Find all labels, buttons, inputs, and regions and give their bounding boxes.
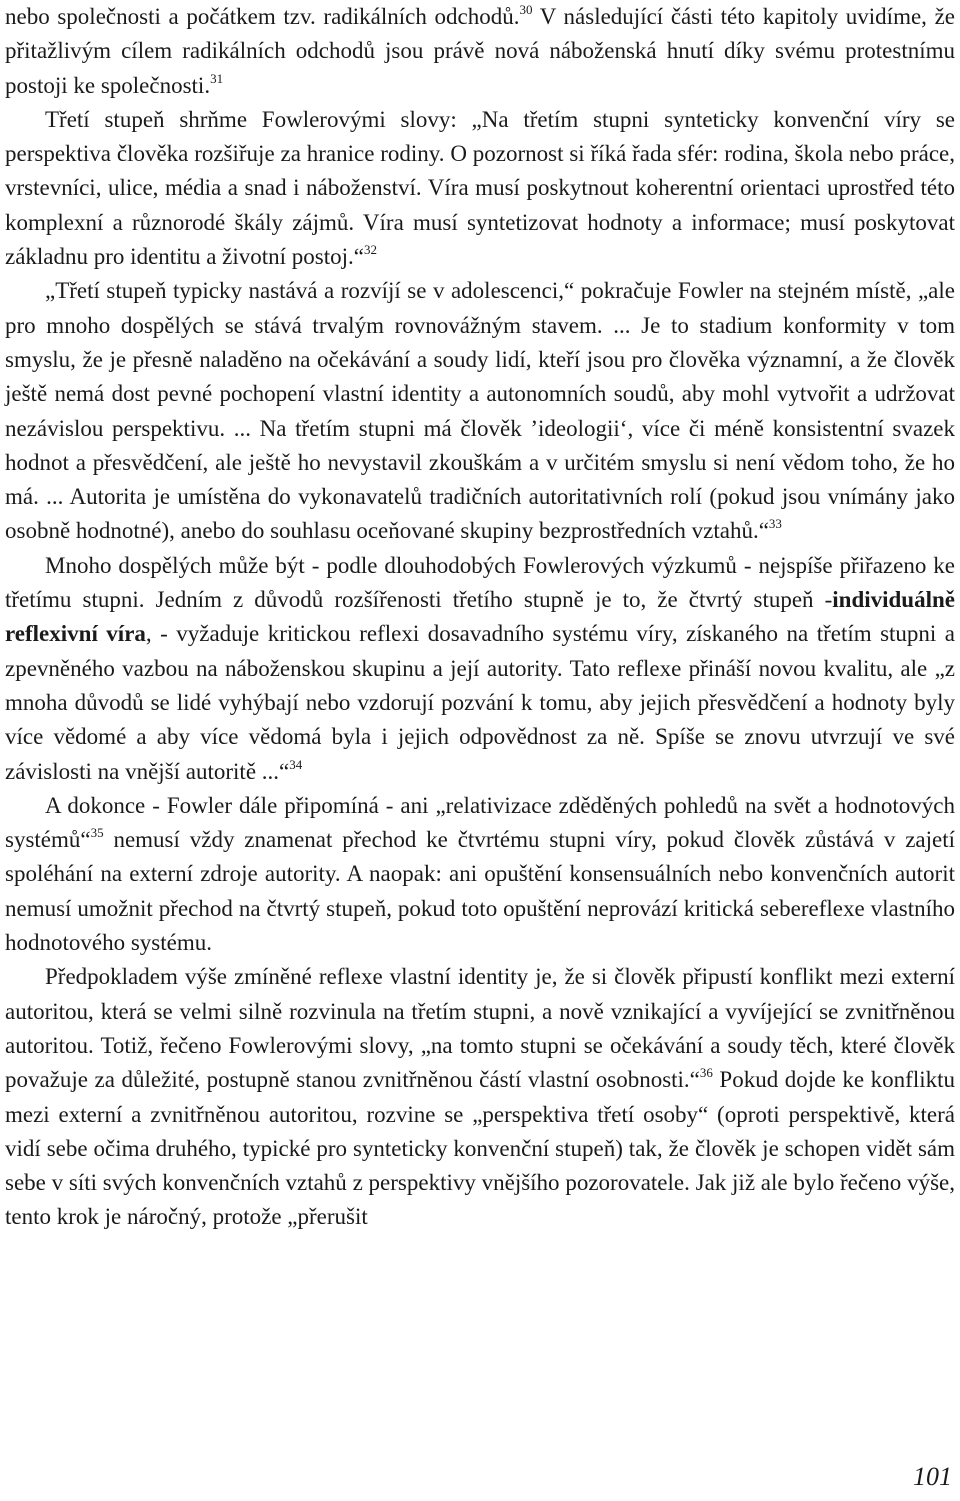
paragraph-text: , - vyžaduje kritickou reflexi dosavadního systému víry, získaného na třetím stupni a zpevněného vazbou na náboženskou skupinu a její autority. Tato reflexe přináší novou kvalitu, ale „z mnoha důvodů se lidé vyhýbají nebo vzdorují pozvání k tomu, aby jejich přesvědčení a hodnoty byly více vědomé a aby více vědomá byla i jejich odpovědnost za ně. Spíše se znovu utvrzují ve své závislosti na vnější autoritě ...“ bbox=[5, 621, 955, 784]
paragraph-text: nemusí vždy znamenat přechod ke čtvrtému stupni víry, pokud člověk zůstává v zajetí spoléhání na externí zdroje autority. A naopak: ani opuštění konsensuálních nebo konvenčních autorit nemusí umožnit přechod na čtvrtý stupeň, pokud toto opuštění neprovází kritická sebereflexe vlastního hodnotového systému. bbox=[5, 827, 955, 956]
paragraph-text: A dokonce - Fowler dále připomíná - ani „relativizace zděděných pohledů na svět a hodnotových systémů“ bbox=[5, 792, 955, 853]
footnote-ref: 34 bbox=[289, 756, 303, 772]
paragraph-text: „Třetí stupeň typicky nastává a rozvíjí se v adolescenci,“ pokračuje Fowler na stejném místě, „ale pro mnoho dospělých se stává trvalým rovnovážným stavem. ... Je to stadium konformity v tom smyslu, že je přesně naladěno na očekávání a soudy lidí, kteří jsou pro člověka významní, a že člověk ještě nemá dost pevné pochopení vlastní identity a autonomních soudů, aby mohl vytvořit a udržovat nezávislou perspektivu. ... Na třetím stupni má člověk ’ideologii‘, více či méně konsistentní svazek hodnot a přesvědčení, ale ještě ho nevystavil zkouškám a v určitém smyslu si není vědom toho, že ho má. ... Autorita je umístěna do vykonavatelů tradičních autoritativních rolí (pokud jsou vnímány jako osobně hodnotné), anebo do souhlasu oceňované skupiny bezprostředních vztahů.“ bbox=[5, 278, 955, 544]
emphasized-term: individuálně reflexivní víra bbox=[5, 587, 955, 647]
page-number: 101 bbox=[913, 1462, 952, 1491]
paragraph-text: Pokud dojde ke konfliktu mezi externí a zvnitřněnou autoritou, rozvine se „perspektiva třetí osoby“ (oproti perspektivě, která vidí sebe očima druhého, typické pro synteticky konvenční stupeň) tak, že člověk je schopen vidět sám sebe v síti svých konvenčních vztahů z perspektivy vnějšího pozorovatele. Jak již ale bylo řečeno výše, tento krok je náročný, protože „přerušit bbox=[5, 1067, 955, 1230]
footnote-ref: 30 bbox=[519, 2, 533, 17]
footnote-ref: 32 bbox=[363, 242, 377, 258]
paragraph-text: Mnoho dospělých může být - podle dlouhodobých Fowlerových výzkumů - nejspíše přiřazeno ke třetímu stupni. Jedním z důvodů rozšířenosti třetího stupně je to, že čtvrtý stupeň - bbox=[5, 552, 955, 613]
paragraph bbox=[5, 0, 955, 103]
paragraph-text: nebo společnosti a počátkem tzv. radikálních odchodů. bbox=[5, 4, 520, 29]
footnote-ref: 36 bbox=[699, 1065, 713, 1081]
paragraph-text: Předpokladem výše zmíněné reflexe vlastní identity je, že si člověk připustí konflikt mezi externí autoritou, která se velmi silně rozvinula na třetím stupni, a nově vznikající a vyvíjející se zvnitřněnou autoritou. Totiž, řečeno Fowlerovými slovy, „na tomto stupni se očekávání a soudy těch, které člověk považuje za důležité, postupně stanou zvnitřněnou částí vlastní osobnosti.“ bbox=[5, 964, 955, 1093]
footnote-ref: 35 bbox=[90, 825, 104, 841]
paragraph-text: Třetí stupeň shrňme Fowlerovými slovy: „Na třetím stupni synteticky konvenční víry se perspektiva člověka rozšiřuje za hranice rodiny. O pozornost si říká řada sfér: rodina, škola nebo práce, vrstevníci, ulice, média a snad i náboženství. Víra musí poskytnout koherentní orientaci uprostřed této komplexní a různorodé škály zájmů. Víra musí syntetizovat hodnoty a informace; musí poskytovat základnu pro identitu a životní postoj.“ bbox=[5, 106, 955, 270]
document-page bbox=[5, 0, 955, 1235]
paragraph bbox=[5, 103, 955, 274]
paragraph-text: V následující části této kapitoly uvidíme, že přitažlivým cílem radikálních odchodů jsou právě nová náboženská hnutí díky svému protestnímu postoji ke společnosti. bbox=[5, 4, 955, 98]
paragraph bbox=[5, 549, 955, 789]
footnote-ref: 31 bbox=[210, 70, 224, 86]
paragraph bbox=[5, 274, 955, 548]
footnote-ref: 33 bbox=[768, 516, 782, 532]
paragraph bbox=[5, 960, 955, 1234]
paragraph bbox=[5, 789, 955, 960]
